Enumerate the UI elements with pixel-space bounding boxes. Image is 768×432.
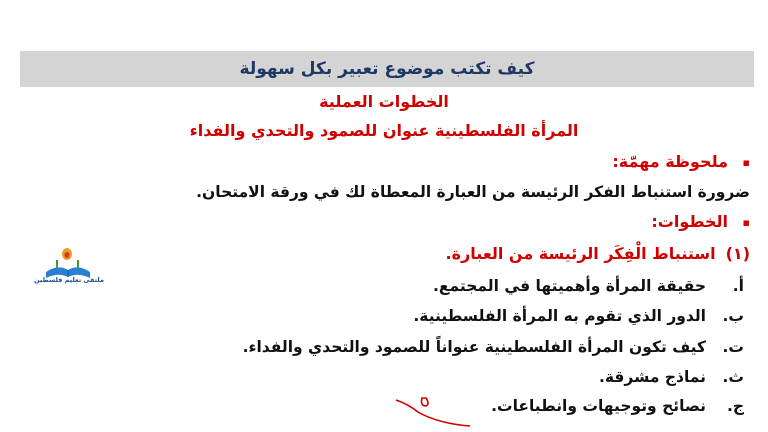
topic-heading: المرأة الفلسطينية عنوان للصمود والتحدي والفداء bbox=[189, 121, 579, 140]
step-one bbox=[446, 244, 750, 263]
steps-label: الخطوات: bbox=[651, 212, 728, 231]
square-bullet-icon: ▪ bbox=[742, 216, 750, 229]
practical-steps-heading: الخطوات العملية bbox=[319, 92, 449, 111]
page-title: كيف تكتب موضوع تعبير بكل سهولة bbox=[239, 59, 535, 79]
list-item bbox=[413, 307, 744, 325]
title-bar bbox=[20, 51, 754, 87]
list-item-text: حقيقة المرأة وأهميتها في المجتمع. bbox=[433, 277, 706, 295]
list-item-text: نماذج مشرقة. bbox=[598, 368, 706, 386]
list-item-text: نصائح وتوجيهات وانطباعات. bbox=[491, 397, 706, 415]
list-item-letter: ب. bbox=[722, 307, 744, 325]
note-label: ملحوظة مهمّة: bbox=[612, 152, 728, 171]
list-item-letter: ت. bbox=[722, 338, 744, 356]
list-item bbox=[433, 277, 744, 295]
pen-mark-decoration bbox=[392, 392, 472, 432]
note-text: ضرورة استنباط الفكر الرئيسة من العبارة المعطاة لك في ورقة الامتحان. bbox=[196, 183, 750, 201]
logo-caption: ملتقى تعليم فلسطين bbox=[34, 276, 104, 284]
list-item bbox=[599, 368, 744, 386]
note-heading bbox=[612, 152, 750, 171]
list-item-letter: أ. bbox=[732, 277, 744, 295]
list-item-text: كيف تكون المرأة الفلسطينية عنواناً للصمود والتحدي والفداء. bbox=[242, 338, 706, 356]
list-item-letter: ث. bbox=[722, 368, 744, 386]
list-item bbox=[491, 397, 744, 415]
steps-heading bbox=[651, 212, 750, 231]
step-text: استنباط الْفِكَر الرئيسة من العبارة. bbox=[445, 244, 716, 263]
square-bullet-icon: ▪ bbox=[742, 156, 750, 169]
list-item bbox=[243, 338, 744, 356]
step-number: (١) bbox=[725, 244, 750, 263]
list-item-letter: ج. bbox=[726, 397, 744, 415]
list-item-text: الدور الذي تقوم به المرأة الفلسطينية. bbox=[413, 307, 706, 325]
